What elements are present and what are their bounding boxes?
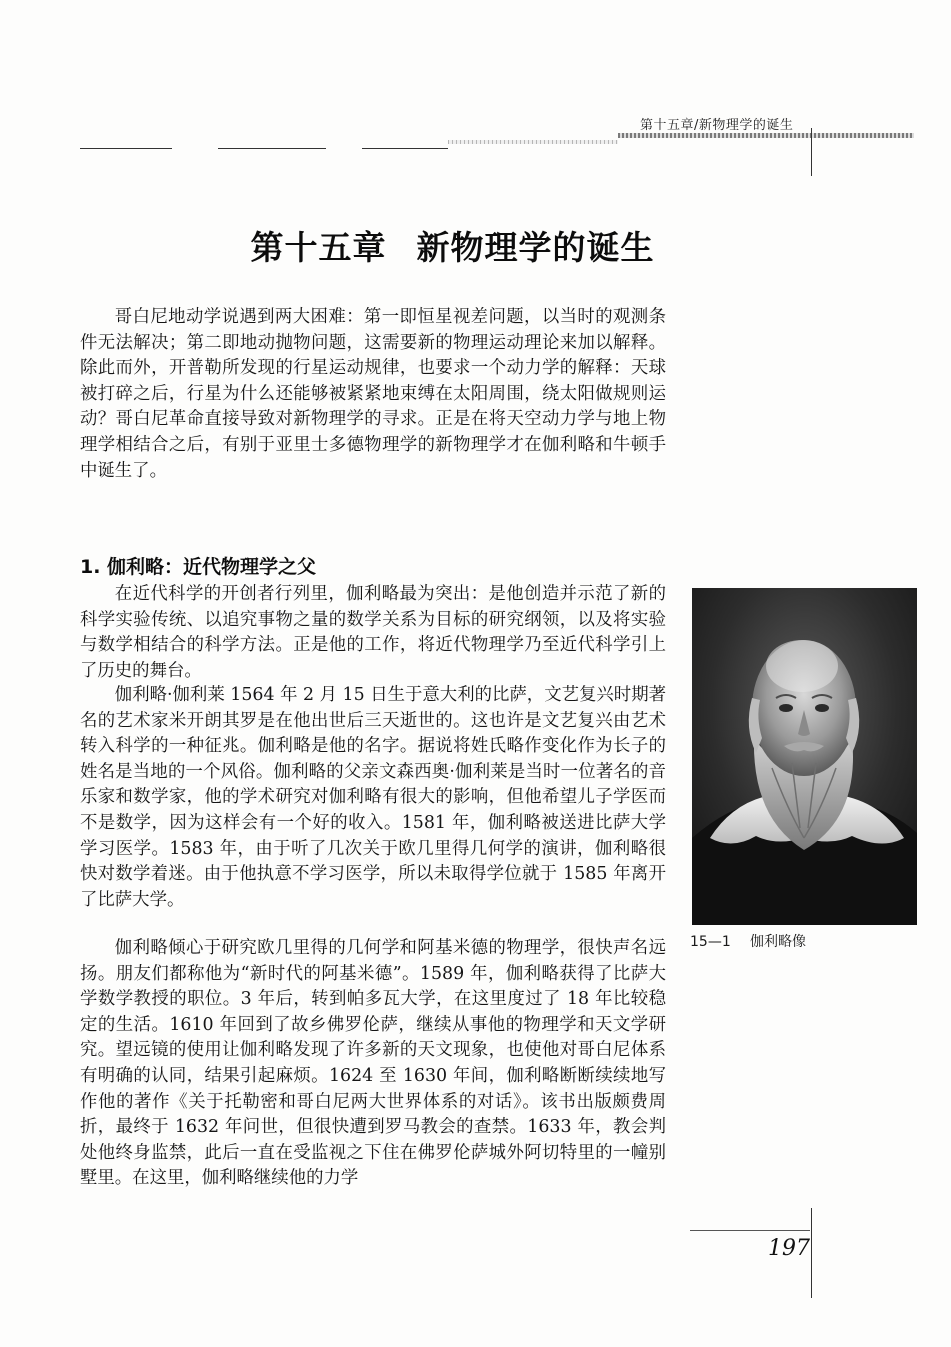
footer-rule (690, 1230, 810, 1231)
header-rule-dotted-2 (618, 133, 914, 138)
body-paragraph-1: 在近代科学的开创者行列里，伽利略最为突出：是他创造并示范了新的科学实验传统、以追究事物之量的数学关系为目标的研究纲领，以及将实验与数学相结合的科学方法。正是他的工作，将近代物理学乃至近代科学引上了历史的舞台。 (80, 584, 666, 681)
header-rule-left-1 (80, 148, 172, 149)
header-vertical-rule (811, 128, 812, 176)
page-number: 197 (768, 1236, 810, 1261)
header-rule-left-2 (218, 148, 326, 149)
chapter-title (80, 222, 825, 269)
header-rule-left-3 (362, 148, 448, 149)
body-paragraph-3: 伽利略倾心于研究欧几里得的几何学和阿基米德的物理学，很快声名远扬。朋友们都称他为“新时代的阿基米德”。1589 年，伽利略获得了比萨大学数学教授的职位。3 年后，转到帕多瓦大学，在这里度过了 18 年比较稳定的生活。1610 年回到了故乡佛罗伦萨，继续从事他的物理学和天文学研究。望远镜的使用让伽利略发现了许多新的天文现象，也使他对哥白尼体系有明确的认同，结果引起麻烦。1624 至 1630 年间，伽利略断断续续地写作他的著作《关于托勒密和哥白尼两大世界体系的对话》。该书出版颇费周折，最终于 1632 年问世，但很快遭到罗马教会的查禁。1633 年，教会判处他终身监禁，此后一直在受监视之下住在佛罗伦萨城外阿切特里的一幢别墅里。在这里，伽利略继续他的力学 (80, 938, 666, 1189)
galileo-portrait (692, 588, 917, 925)
body-paragraph-2: 伽利略·伽利莱 1564 年 2 月 15 日生于意大利的比萨，文艺复兴时期著名的艺术家米开朗其罗是在他出世后三天逝世的。这也许是文艺复兴由艺术转入科学的一种征兆。伽利略是他的名字。据说将姓氏略作变化作为长子的姓名是当地的一个风俗。伽利略的父亲文森西奥·伽利莱是当时一位著名的音乐家和数学家，他的学术研究对伽利略有很大的影响，但他希望儿子学医而不是数学，因为这样会有一个好的收入。1581 年，伽利略被送进比萨大学学习医学。1583 年，由于听了几次关于欧几里得几何学的演讲，伽利略很快对数学着迷。由于他执意不学习医学，所以未取得学位就于 1585 年离开了比萨大学。 (80, 685, 666, 910)
intro-paragraph: 哥白尼地动学说遇到两大困难：第一即恒星视差问题，以当时的观测条件无法解决；第二即地动抛物问题，这需要新的物理运动理论来加以解释。除此而外，开普勒所发现的行星运动规律，也要求一个动力学的解释：天球被打碎之后，行星为什么还能够被紧紧地束缚在太阳周围，绕太阳做规则运动？哥白尼革命直接导致对新物理学的寻求。正是在将天空动力学与地上物理学相结合之后，有别于亚里士多德物理学的新物理学才在伽利略和牛顿手中诞生了。 (80, 307, 666, 481)
running-header: 第十五章/新物理学的诞生 (640, 118, 794, 133)
portrait-photo-icon (692, 588, 917, 925)
chapter-name: 新物理学的诞生 (416, 228, 655, 267)
figure-caption-text: 伽利略像 (750, 934, 806, 950)
chapter-number: 第十五章 (250, 228, 387, 267)
footer-vertical-rule (811, 1208, 812, 1298)
section-heading: 1. 伽利略：近代物理学之父 (80, 556, 317, 578)
figure-caption (690, 932, 830, 952)
figure-number: 15—1 (690, 934, 731, 950)
header-rule-dotted-1 (448, 140, 618, 144)
